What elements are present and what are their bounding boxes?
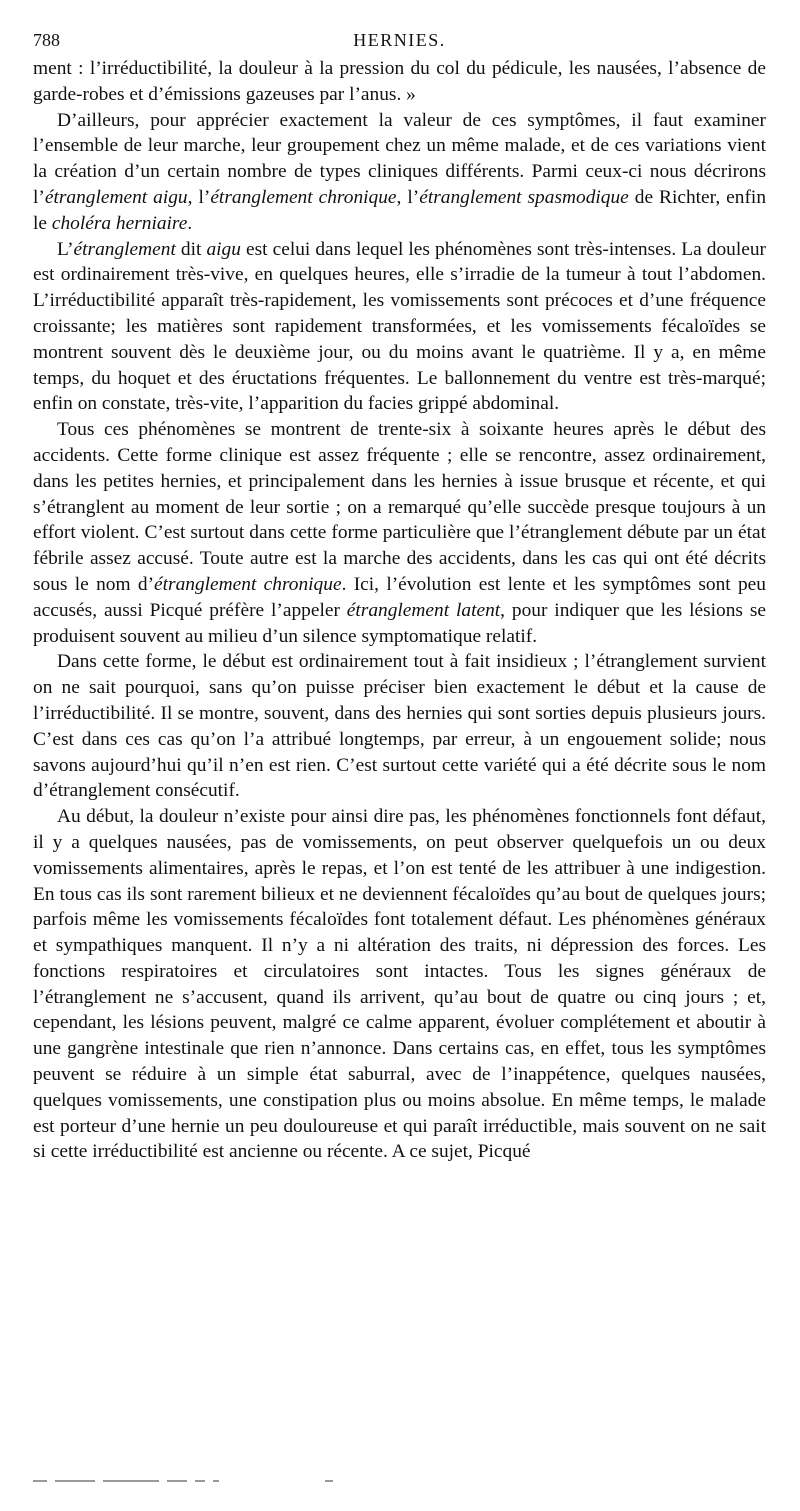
italic-term: choléra herniaire bbox=[51, 212, 188, 234]
text-run: ment : l’irréductibilité, la douleur à la pression du col du pédicule, les nausées, l’absence de garde-robes et d’émissions gazeuses par l’anus. » bbox=[33, 58, 766, 105]
text-run: Dans cette forme, le début est ordinairement tout à fait insidieux ; l’étranglement survient on ne sait pourquoi, sans qu’on puisse préciser bien exactement le début et la cause de l’irréductibilité. Il se montre, souvent, dans des hernies qui sont sorties depuis plusieurs jours. C’est dans ces cas qu’on l’a attribué longtemps, par erreur, à un engouement solide; nous savons aujourd’hui qu’il n’en est rien. C’est surtout cette variété qui a été décrite sous le nom d’étranglement consécutif. bbox=[33, 651, 766, 802]
italic-term: étranglement chronique bbox=[154, 573, 342, 595]
paragraph bbox=[33, 56, 766, 108]
page-header bbox=[33, 28, 766, 56]
paragraph bbox=[33, 417, 766, 649]
paragraph bbox=[33, 804, 766, 1165]
text-run: est celui dans lequel les phénomènes sont très-intenses. La douleur est ordinairement très-vive, en quelques heures, elle s’irradie de la tumeur à tout l’abdomen. L’irréductibilité apparaît très-rapidement, les vomissements sont précoces et d’une fréquence croissante; les matières sont rapidement transformées, et les vomissements fécaloïdes se montrent souvent dès le deuxième jour, ou du moins avant le quatrième. Il y a, en même temps, du hoquet et des éructations fréquentes. Le ballonnement du ventre est très-marqué; enfin on constate, très-vite, l’apparition du facies grippé abdominal. bbox=[33, 238, 766, 415]
italic-term: étranglement bbox=[73, 238, 176, 260]
text-run: . bbox=[187, 212, 193, 234]
italic-term: étranglement aigu bbox=[44, 186, 188, 208]
paragraph bbox=[33, 108, 766, 237]
paragraph bbox=[33, 237, 766, 418]
text-run: de Richter, enfin le bbox=[33, 186, 767, 234]
footer-smudge bbox=[33, 1472, 453, 1478]
text-run: L’ bbox=[57, 238, 74, 260]
running-title: HERNIES. bbox=[353, 30, 446, 50]
text-run: D’ailleurs, pour apprécier exactement la valeur de ces symptômes, il faut examiner l’ensemble de leur marche, leur groupement chez un même malade, et de ces variations vient la création d’un certain nombre de types cliniques différents. Parmi ceux-ci nous décrirons l’ bbox=[33, 109, 766, 208]
page bbox=[33, 28, 766, 1165]
text-run: , l’ bbox=[396, 186, 420, 208]
paragraph bbox=[33, 649, 766, 804]
text-run: Tous ces phénomènes se montrent de trente-six à soixante heures après le début des accidents. Cette forme clinique est assez fréquente ; elle se rencontre, assez ordinairement, dans les petites hernies, et principalement dans les hernies à issue brusque et récente, et qui s’étranglent au moment de leur sortie ; on a remarqué qu’elle succède presque toujours à un effort violent. C’est surtout dans cette forme particulière que l’étranglement débute par un état fébrile assez accusé. Toute autre est la marche des accidents, dans les cas qui ont été décrits sous le nom d’ bbox=[33, 419, 766, 595]
text-run: Au début, la douleur n’existe pour ainsi dire pas, les phénomènes fonctionnels font défaut, il y a quelques nausées, pas de vomissements, on peut observer quelquefois un ou deux vomissements alimentaires, après le repas, et l’on est tenté de les attribuer à une indigestion. En tous cas ils sont rarement bilieux et ne deviennent fécaloïdes qu’au bout de quelques jours; parfois même les vomissements fécaloïdes font totalement défaut. Les phénomènes généraux et sympathiques manquent. Il n’y a ni altération des traits, ni dépression des forces. Les fonctions respiratoires et circulatoires sont intactes. Tous les signes généraux de l’étranglement ne s’accusent, quand ils arrivent, qu’au bout de quatre ou cinq jours ; et, cependant, les lésions peuvent, malgré ce calme apparent, évoluer complétement et aboutir à une gangrène intestinale que rien n’annonce. Dans certains cas, en effet, tous les symptômes peuvent se réduire à un simple état saburral, avec de l’inappétence, quelques nausées, quelques vomissements, une constipation plus ou moins absolue. En même temps, le malade est porteur d’une hernie un peu douloureuse et qui paraît irréductible, mais souvent on ne sait si cette irréductibilité est ancienne ou récente. A ce sujet, Picqué bbox=[33, 806, 766, 1163]
text-run: , l’ bbox=[187, 186, 211, 208]
text-run: dit bbox=[175, 238, 207, 260]
italic-term: étranglement latent bbox=[346, 599, 501, 621]
body-text bbox=[33, 56, 766, 1165]
italic-term: aigu bbox=[206, 238, 241, 260]
text-run: , pour indiquer que les lésions se produisent souvent au milieu d’un silence symptomatique relatif. bbox=[33, 599, 766, 647]
text-run: . Ici, l’évolution est lente et les symptômes sont peu accusés, aussi Picqué préfère l’appeler bbox=[33, 573, 766, 621]
italic-term: étranglement chronique bbox=[210, 186, 397, 208]
page-number: 788 bbox=[33, 30, 60, 50]
italic-term: étranglement spasmodique bbox=[419, 186, 629, 208]
